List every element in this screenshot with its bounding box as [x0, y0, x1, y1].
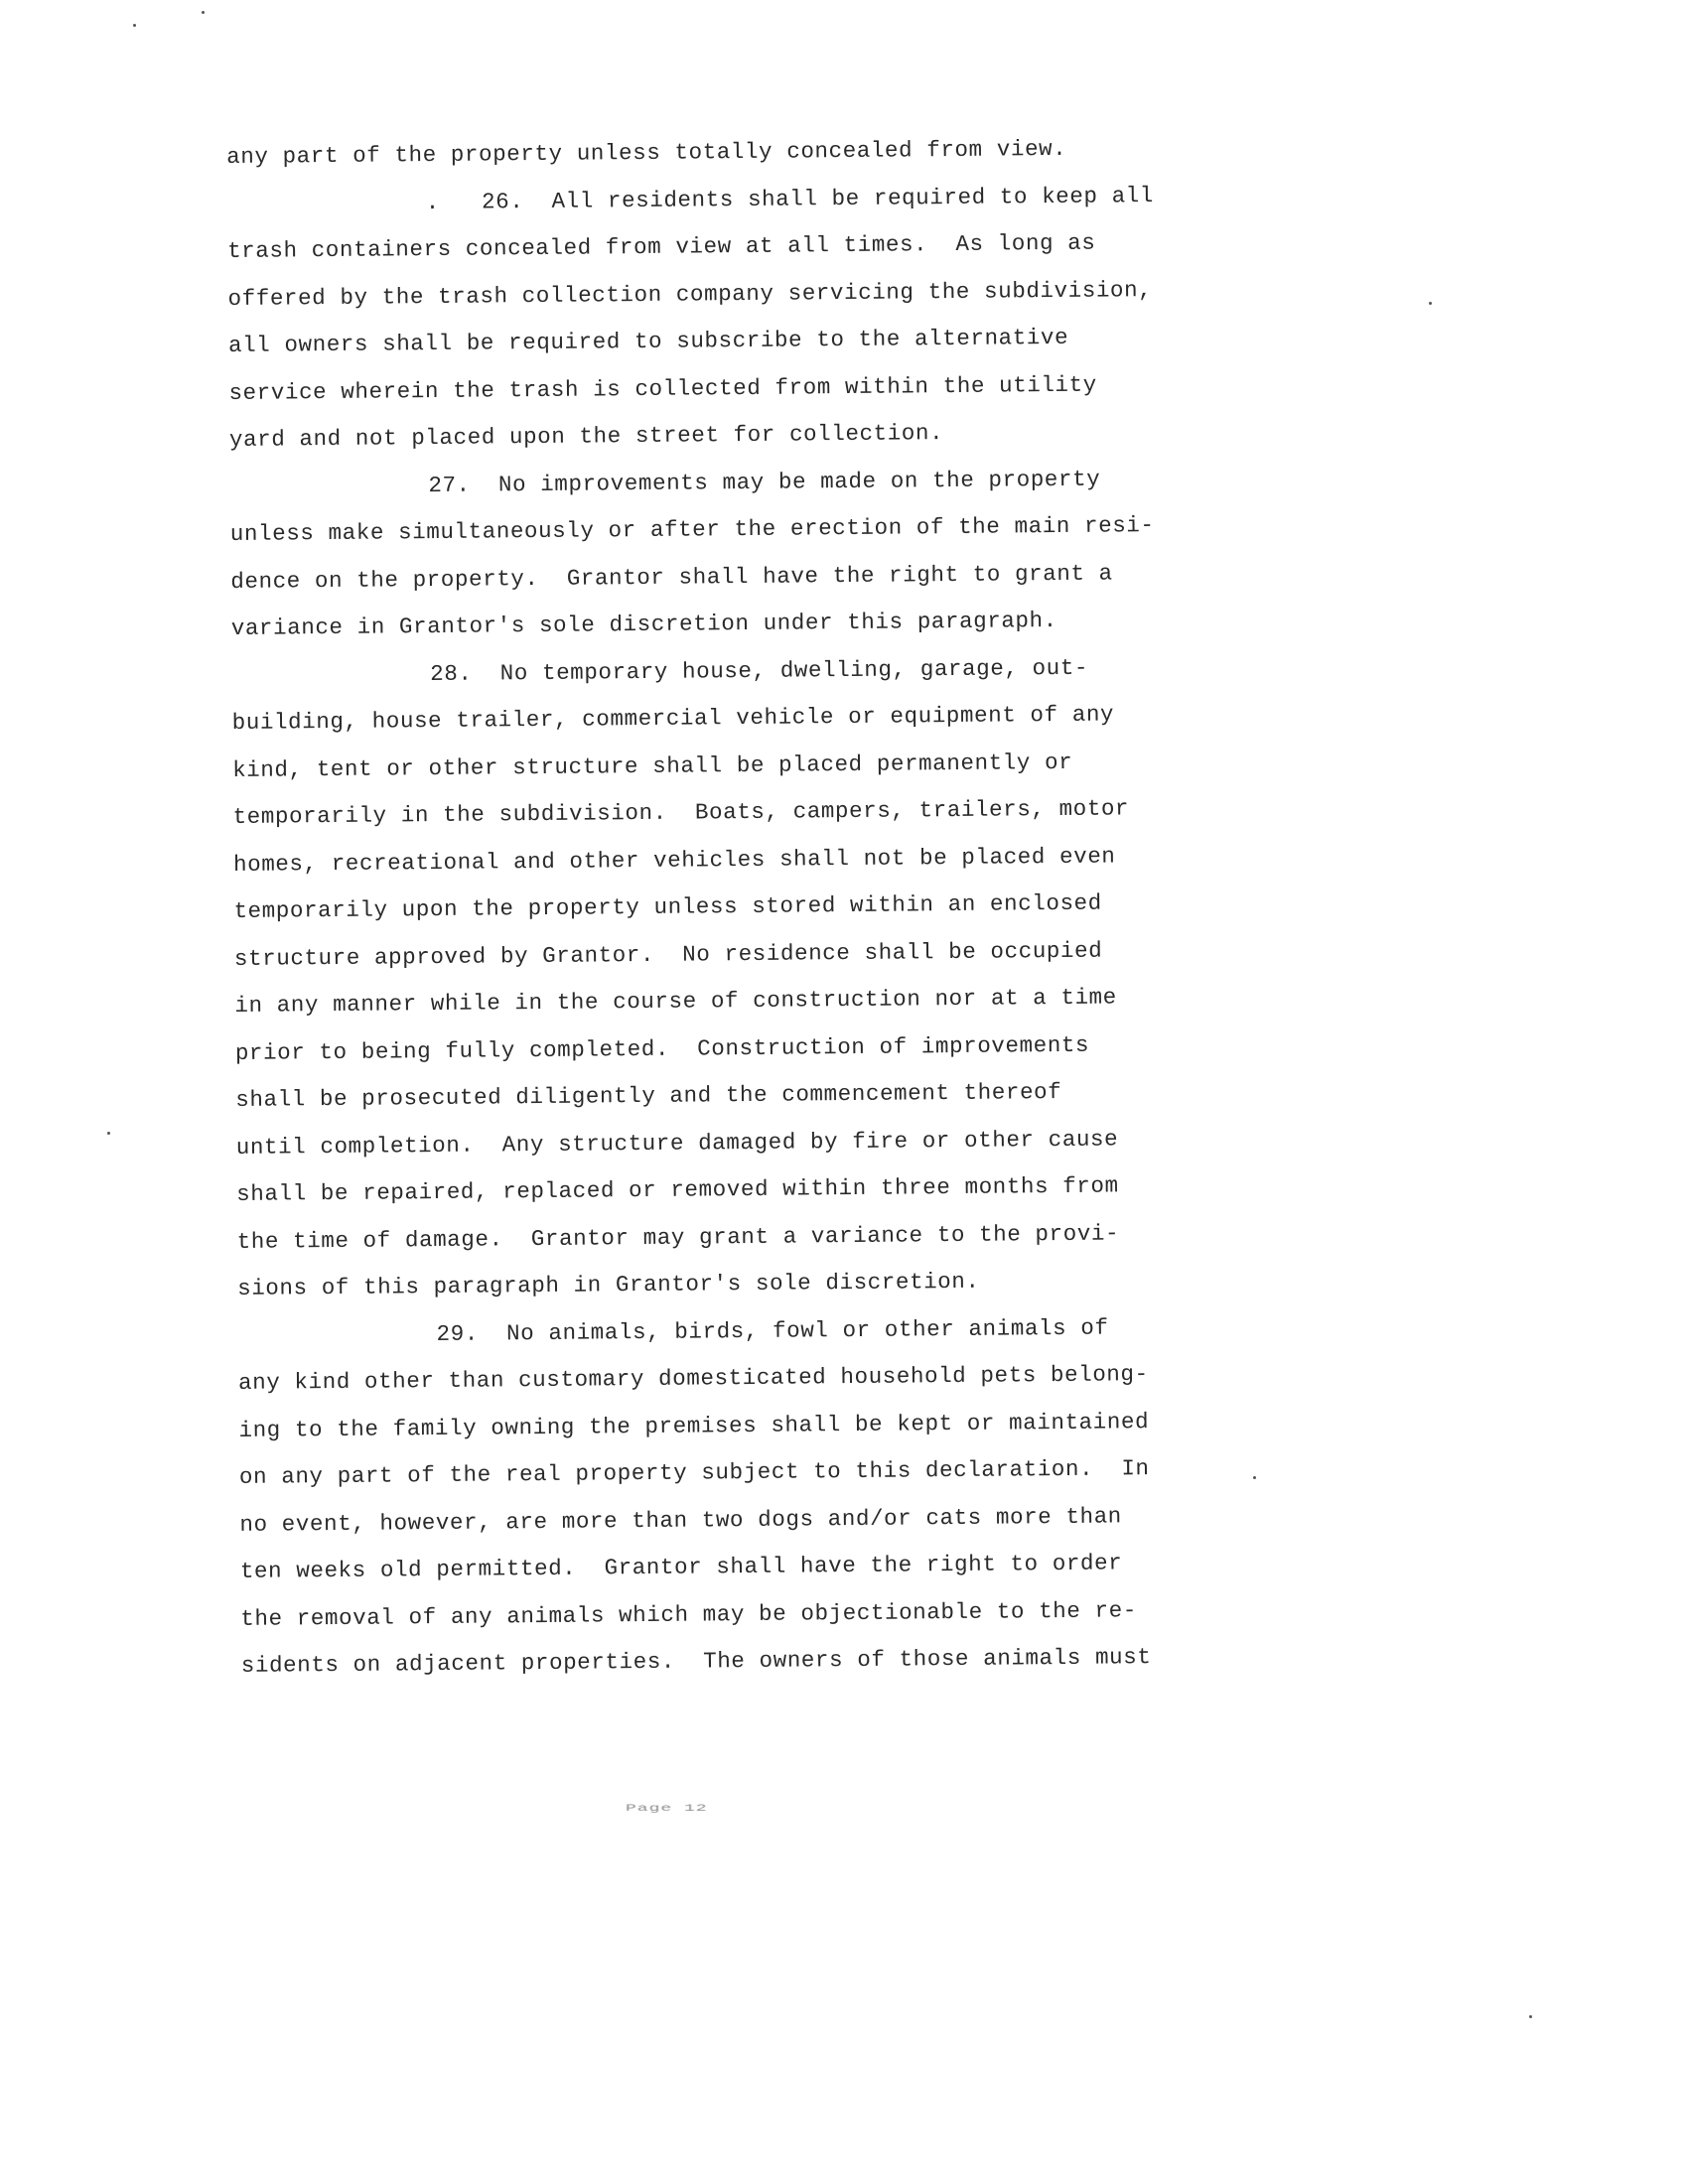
text-line: 27. No improvements may be made on the property	[428, 466, 1101, 498]
text-line: prior to being fully completed. Construction of improvements	[234, 1031, 1090, 1066]
text-line: any kind other than customary domesticated household pets belong-	[237, 1361, 1149, 1396]
text-line: no event, however, are more than two dogs and/or cats more than	[239, 1502, 1122, 1538]
text-line: offered by the trash collection company servicing the subdivision,	[227, 276, 1153, 312]
text-line: dence on the property. Grantor shall have the right to grant a	[230, 559, 1113, 595]
text-line: variance in Grantor's sole discretion under this paragraph.	[230, 607, 1057, 641]
text-line: temporarily upon the property unless stored within an enclosed	[233, 889, 1102, 924]
text-line: homes, recreational and other vehicles shall not be placed even	[232, 842, 1116, 878]
text-line: 29. No animals, birds, fowl or other animals of	[436, 1314, 1109, 1347]
text-line: sions of this paragraph in Grantor's sole discretion.	[237, 1268, 980, 1301]
text-line: shall be repaired, replaced or removed within three months from	[236, 1172, 1119, 1207]
text-line: until completion. Any structure damaged by fire or other cause	[235, 1125, 1119, 1160]
text-line: ten weeks old permitted. Grantor shall have the right to order	[239, 1550, 1123, 1584]
text-line: trash containers concealed from view at all times. As long as	[227, 229, 1096, 264]
text-line: any part of the property unless totally concealed from view.	[226, 135, 1067, 170]
text-line: on any part of the real property subject to this declaration. In	[238, 1455, 1150, 1490]
text-line: sidents on adjacent properties. The owners of those animals must	[240, 1644, 1152, 1679]
scan-speck	[1529, 2015, 1532, 2018]
text-line: yard and not placed upon the street for collection.	[228, 420, 944, 453]
text-line: kind, tent or other structure shall be placed permanently or	[232, 749, 1073, 783]
scan-speck	[1253, 1476, 1256, 1479]
text-line: building, house trailer, commercial vehicle or equipment of any	[231, 701, 1115, 736]
text-line: structure approved by Grantor. No residence shall be occupied	[233, 937, 1103, 972]
document-body	[226, 124, 1224, 1690]
text-line: . 26. All residents shall be required to keep all	[425, 182, 1155, 215]
text-line: ing to the family owning the premises shall be kept or maintained	[238, 1408, 1150, 1443]
scan-speck	[202, 11, 205, 14]
text-line: temporarily in the subdivision. Boats, campers, trailers, motor	[232, 795, 1130, 830]
text-line: all owners shall be required to subscribe to the alternative	[227, 324, 1069, 358]
text-line: 28. No temporary house, dwelling, garage, out-	[430, 654, 1089, 687]
scan-speck	[133, 24, 136, 27]
scan-speck	[1429, 302, 1432, 305]
text-line: the removal of any animals which may be objectionable to the re-	[240, 1596, 1137, 1632]
page-number: Page 12	[626, 1803, 708, 1815]
text-line: shall be prosecuted diligently and the commencement thereof	[235, 1078, 1062, 1113]
text-line: in any manner while in the course of construction nor at a time	[234, 984, 1117, 1019]
scan-speck	[107, 1132, 110, 1135]
text-line: the time of damage. Grantor may grant a variance to the provi-	[236, 1219, 1120, 1255]
text-line: service wherein the trash is collected from within the utility	[228, 371, 1097, 406]
text-line: unless make simultaneously or after the erection of the main resi-	[229, 512, 1155, 547]
